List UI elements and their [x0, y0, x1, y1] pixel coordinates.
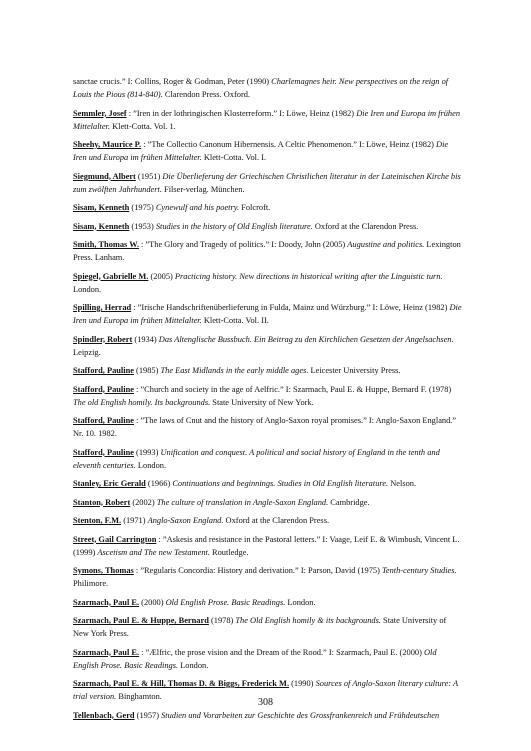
entry-text: State University of New York Press.	[73, 616, 447, 638]
entry-text: Cambridge.	[328, 497, 370, 507]
entry-title: The culture of translation in Angle-Saxon England.	[156, 497, 329, 507]
bibliography-entry	[73, 477, 463, 490]
entry-author: Stenton, F.M.	[73, 516, 122, 525]
entry-text: : ”Church and society in the age of Aelfric.” I: Szarmach, Paul E. & Huppe, Bernard F. (1978)	[133, 384, 452, 394]
entry-author: Siegmund, Albert	[73, 171, 136, 181]
entry-title: Old English Prose. Basic Readings.	[73, 647, 437, 670]
entry-author: Symons, Thomas	[73, 566, 134, 575]
entry-title: Die Überlieferung der Griechischen Christlichen literatur in der Lateinischen Kirche bis zum zwölften Jahrhundert.	[73, 171, 461, 194]
entry-title: Augustine and politics.	[347, 240, 425, 249]
bibliography-entry	[73, 75, 463, 101]
bibliography-entry	[73, 646, 463, 672]
entry-title: Cynewulf and his poetry.	[155, 203, 240, 212]
bibliography-entry	[73, 333, 463, 359]
entry-author: Szarmach, Paul E.	[73, 647, 140, 657]
entry-title: The East Midlands in the early middle ages.	[160, 366, 309, 375]
entry-text: (1953)	[129, 221, 156, 231]
entry-text: Leicester University Press.	[308, 366, 401, 375]
entry-text: (2000)	[139, 597, 166, 607]
bibliography-entry	[73, 446, 463, 472]
entry-text: Philimore.	[73, 579, 109, 588]
entry-text: (1978)	[208, 616, 236, 625]
entry-title: Continuations and beginnings. Studies in Old English literature.	[172, 479, 389, 488]
entry-text: Routledge.	[209, 547, 249, 557]
entry-text: Binghamton.	[116, 692, 162, 701]
page-number: 308	[258, 697, 273, 708]
entry-text: Oxford at the Clarendon Press.	[312, 221, 419, 231]
entry-author: Stanton, Robert	[73, 497, 131, 507]
entry-text: Leipzig.	[73, 347, 101, 357]
entry-author: Spindler, Robert	[73, 334, 133, 344]
entry-text: : ”Irische Handschriftenüberlieferung in Fulda, Mainz und Würzburg.” I: Löwe, Heinz (1982)	[131, 303, 450, 312]
bibliography-entry	[73, 107, 463, 133]
entry-title: Practicing history. New directions in historical writing after the Linguistic turn.	[174, 271, 443, 281]
entry-text: : ”Askesis and resistance in the Pastoral letters.” I: Vaage, Leif E. & Wimbush, Vincent L. (1999)	[73, 534, 460, 557]
entry-author: Stafford, Pauline	[73, 447, 134, 457]
entry-author: Tellenbach, Gerd	[73, 710, 135, 720]
entry-text: Klett-Cotta. Vol. I.	[201, 153, 267, 162]
entry-text: London.	[285, 597, 316, 607]
entry-text: London.	[73, 284, 102, 294]
entry-title: Ascetism and The new Testament.	[97, 547, 210, 557]
bibliography-entry	[73, 564, 463, 590]
entry-text: Folcroft.	[239, 203, 271, 212]
bibliography-entry	[73, 514, 463, 527]
entry-author: Sisam, Kenneth	[73, 203, 130, 212]
entry-title: Die Iren und Europa im frühen Mittelalter.	[73, 108, 461, 131]
entry-title: Die Iren und Europa im frühen Mittelalter.	[73, 140, 449, 162]
entry-text: State University of New York.	[210, 397, 314, 407]
entry-text: (1971)	[121, 516, 148, 525]
entry-author: Spilling, Herrad	[73, 303, 132, 312]
entry-text: : ”The laws of Cnut and the history of Anglo-Saxon royal promises.” I: Anglo-Saxon England.” Nr. 10. 1982.	[73, 416, 457, 438]
entry-author: Sisam, Kenneth	[73, 221, 130, 231]
bibliography-entry	[73, 533, 463, 559]
entry-text: Klett-Cotta. Vol. 1.	[109, 121, 176, 131]
bibliography-entry	[73, 201, 463, 214]
bibliography-entry	[73, 496, 463, 509]
entry-title: Das Altenglische Bussbuch. Ein Beitrag zu den Kirchlichen Gesetzen der Angelsachsen.	[158, 334, 454, 344]
entry-title: Old English Prose. Basic Readings.	[165, 597, 286, 607]
entry-text: Filser-verlag. München.	[161, 184, 245, 194]
entry-text: (1966)	[145, 479, 173, 488]
entry-author: Stafford, Pauline	[73, 384, 134, 394]
entry-text: Oxford at the Clarendon Press.	[223, 516, 330, 525]
entry-text: Clarendon Press. Oxford.	[162, 90, 251, 99]
entry-text: (1957)	[134, 710, 162, 720]
entry-title: Unification and conquest. A political and social history of England in the tenth and eleventh centuries.	[73, 447, 440, 470]
bibliography-entry	[73, 383, 463, 409]
entry-author: Street, Gail Carrington	[73, 534, 157, 544]
entry-text: (2005)	[148, 271, 175, 281]
entry-title: Anglo-Saxon England.	[147, 516, 224, 525]
entry-text: London.	[135, 460, 167, 470]
entry-author: Spiegel, Gabrielle M.	[73, 271, 149, 281]
entry-text: (1975)	[129, 203, 156, 212]
bibliography-entry	[73, 614, 463, 640]
entry-text: (1951)	[135, 171, 163, 181]
entry-text: : ”Regularis Concordia: History and derivation.” I: Parson, David (1975)	[133, 566, 382, 575]
entry-text: (1934)	[132, 334, 159, 344]
entry-author: Szarmach, Paul E. & Hill, Thomas D. & Biggs, Frederick M.	[73, 679, 290, 688]
entry-title: Sources of Anglo-Saxon literary culture: A trial version.	[73, 679, 458, 701]
entry-text: Klett-Cotta. Vol. II.	[201, 316, 269, 325]
entry-text: : ”The Glory and Tragedy of politics.” I: Doody, John (2005)	[138, 240, 348, 249]
entry-text: : ”Iren in der lothringischen Klosterreform.” I: Löwe, Heinz (1982)	[126, 108, 357, 118]
bibliography-entry	[73, 596, 463, 609]
entry-author: Sheehy, Maurice P.	[73, 140, 142, 149]
entry-title: The Old English homily & its backgrounds.	[235, 616, 381, 625]
entry-title: The old English homily. Its backgrounds.	[73, 397, 211, 407]
entry-text: sanctae crucis.” I: Collins, Roger & Godman, Peter (1990)	[73, 77, 272, 86]
entry-author: Semmler, Josef	[73, 108, 127, 118]
entry-author: Szarmach, Paul E.	[73, 597, 140, 607]
entry-title: Studien und Vorarbeiten zur Geschichte des Grossfrankenreich und Frühdeutschen	[161, 710, 440, 720]
entry-text: (1985)	[133, 366, 161, 375]
entry-text: : ”Ælfric, the prose vision and the Dream of the Rood.” I: Szarmach, Paul E. (2000)	[139, 647, 424, 657]
entry-title: Die Iren und Europa im frühen Mittelalter.	[73, 303, 462, 325]
entry-title: Tenth-century Studies.	[382, 566, 457, 575]
bibliography-entry	[73, 138, 463, 164]
entry-text: (1990)	[289, 679, 316, 688]
entry-text: Lexington Press. Lanham.	[73, 240, 461, 262]
bibliography-entry	[73, 238, 463, 264]
bibliography-entry	[73, 301, 463, 327]
entry-text: Nelson.	[388, 479, 417, 488]
entry-author: Stanley, Eric Gerald	[73, 479, 146, 488]
bibliography-entry	[73, 170, 463, 196]
entry-title: Charlemagnes heir. New perspectives on the reign of Louis the Pious (814-840).	[73, 77, 449, 99]
bibliography-entry	[73, 220, 463, 233]
entry-author: Smith, Thomas W.	[73, 240, 139, 249]
entry-text: London.	[178, 660, 209, 670]
entry-text: (2002)	[130, 497, 157, 507]
entry-author: Stafford, Pauline	[73, 416, 134, 425]
bibliography-entry	[73, 414, 463, 440]
bibliography-entry	[73, 270, 463, 296]
bibliography-entry	[73, 709, 463, 722]
entry-title: Studies in the history of Old English literature.	[155, 221, 313, 231]
entry-text: : ”The Collectio Canonum Hibernensis. A Celtic Phenomenon.” I: Löwe, Heinz (1982)	[141, 140, 437, 149]
bibliography-entry	[73, 364, 463, 377]
entry-author: Szarmach, Paul E. & Huppe, Bernard	[73, 616, 209, 625]
bibliography-list	[73, 75, 463, 727]
entry-text: (1993)	[133, 447, 161, 457]
entry-author: Stafford, Pauline	[73, 366, 134, 375]
